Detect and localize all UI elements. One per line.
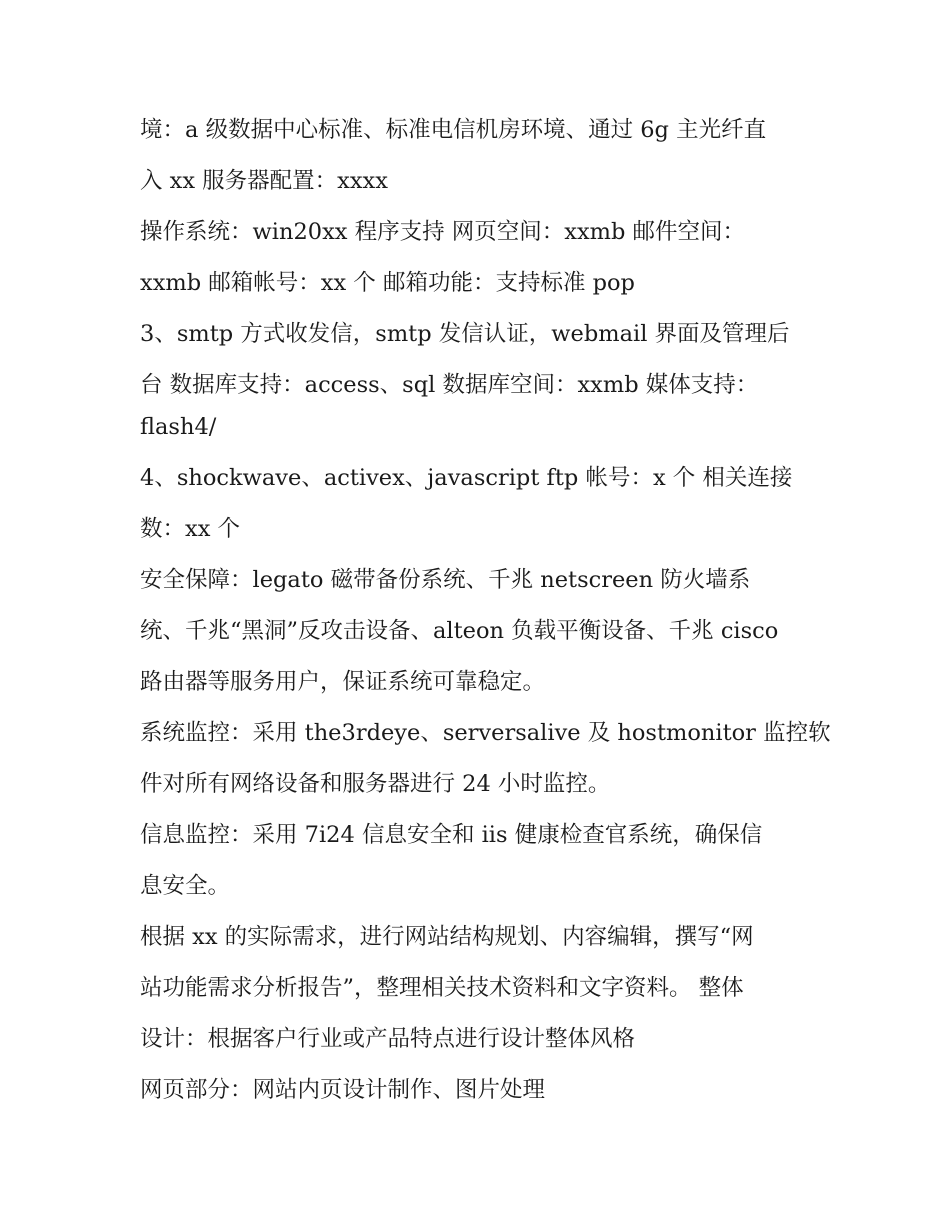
text-line: 4、shockwave、activex、javascript ftp 帐号：x 个 相关连接 (140, 465, 793, 491)
text-line: 件对所有网络设备和服务器进行 24 小时监控。 (140, 771, 611, 797)
text-line: 息安全。 (140, 873, 231, 899)
text-line: 操作系统：win20xx 程序支持 网页空间：xxmb 邮件空间： (140, 219, 746, 245)
text-line: xxmb 邮箱帐号：xx 个 邮箱功能：支持标准 pop (140, 270, 635, 296)
text-line: 信息监控：采用 7i24 信息安全和 iis 健康检查官系统，确保信 (140, 822, 763, 848)
text-line: 站功能需求分析报告”，整理相关技术资料和文字资料。 整体 (140, 975, 744, 1001)
text-line: 根据 xx 的实际需求，进行网站结构规划、内容编辑，撰写“网 (140, 924, 754, 950)
text-line: 台 数据库支持：access、sql 数据库空间：xxmb 媒体支持： (140, 372, 759, 398)
text-line: 设计：根据客户行业或产品特点进行设计整体风格 (140, 1026, 636, 1052)
text-line: flash4/ (140, 414, 217, 440)
text-line: 境：a 级数据中心标准、标准电信机房环境、通过 6g 主光纤直 (140, 117, 767, 143)
text-line: 路由器等服务用户，保证系统可靠稳定。 (140, 669, 546, 695)
text-line: 统、千兆“黑洞”反攻击设备、alteon 负载平衡设备、千兆 cisco (140, 618, 779, 644)
text-line: 3、smtp 方式收发信，smtp 发信认证，webmail 界面及管理后 (140, 321, 790, 347)
document-body (140, 108, 830, 1119)
text-line: 网页部分：网站内页设计制作、图片处理 (140, 1077, 546, 1103)
text-line: 入 xx 服务器配置：xxxx (140, 168, 388, 194)
text-line: 数：xx 个 (140, 516, 241, 542)
text-line: 系统监控：采用 the3rdeye、serversalive 及 hostmonitor 监控软 (140, 720, 831, 746)
text-line: 安全保障：legato 磁带备份系统、千兆 netscreen 防火墙系 (140, 567, 751, 593)
